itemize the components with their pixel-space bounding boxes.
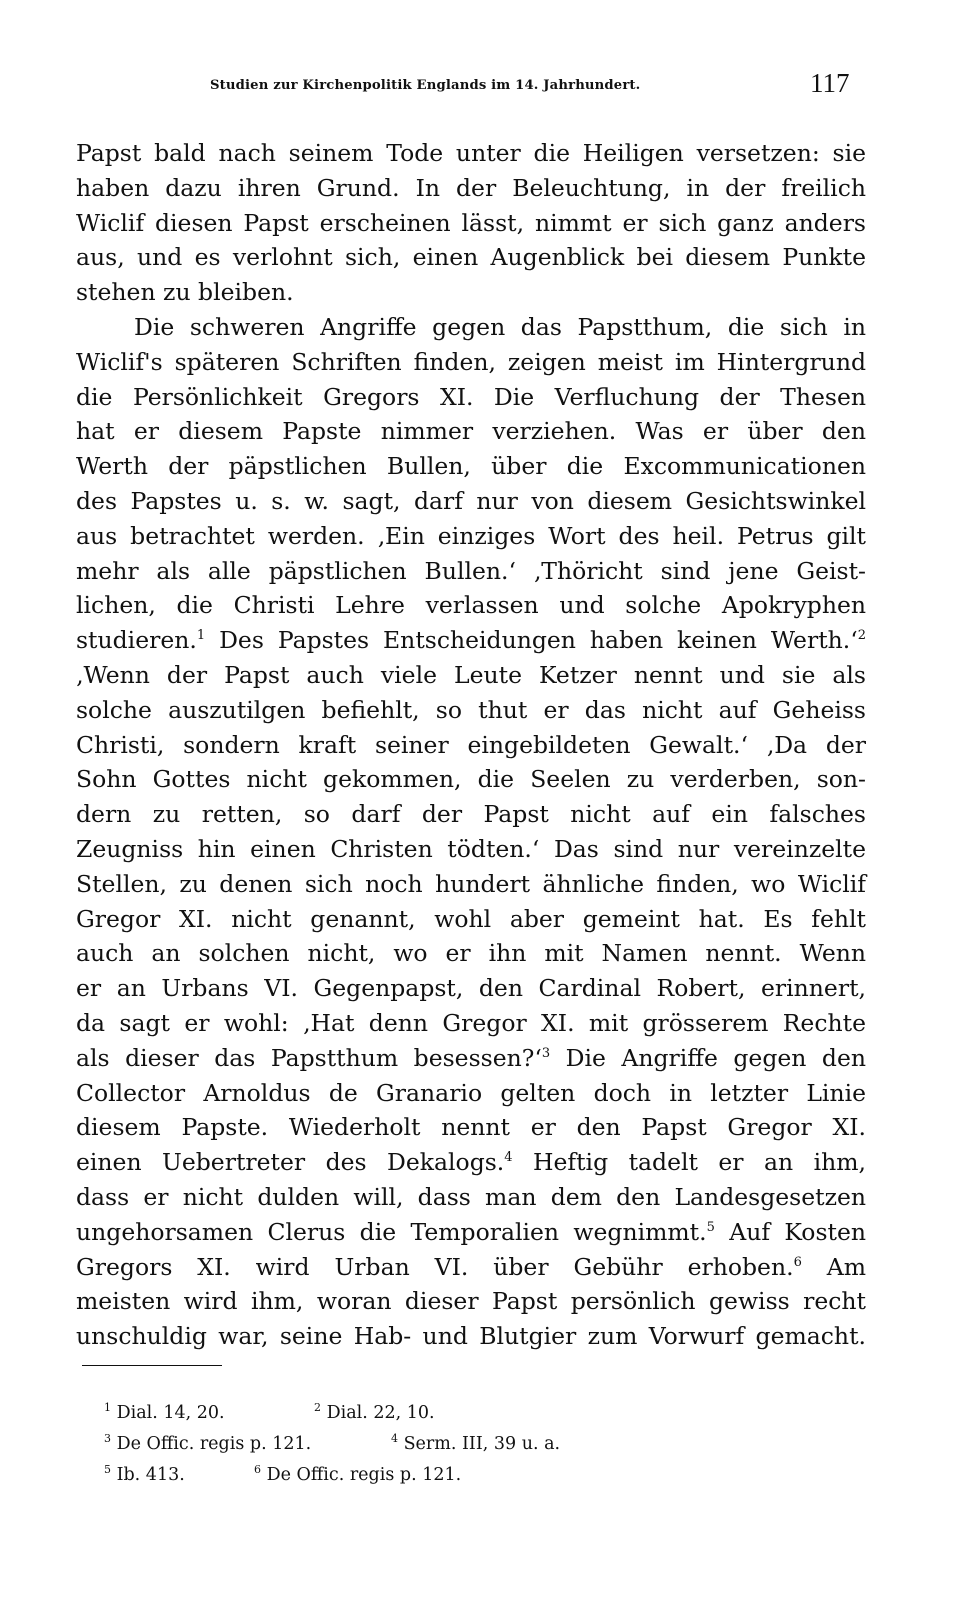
footnote-ref: 4 (504, 1150, 513, 1166)
text-line: Zeugniss hin einen Christen tödten.‘ Das sind nur vereinzelte (76, 834, 866, 863)
text-line: haben dazu ihren Grund. In der Beleuchtung, in der freilich (76, 173, 866, 202)
footnote-row (104, 1460, 744, 1491)
running-head: Studien zur Kirchenpolitik Englands im 14. Jahrhundert. (210, 78, 641, 93)
footnote: $^1$ Dial. 14, 20. (104, 1401, 225, 1423)
text-line: Werth der päpstlichen Bullen, über die Excommunicationen (76, 452, 866, 481)
text-line: mehr als alle päpstlichen Bullen.‘ ‚Thöricht sind jene Geist- (76, 556, 866, 585)
text-line: Christi, sondern kraft seiner eingebildeten Gewalt.‘ ‚Da der (76, 730, 866, 759)
text-line: Stellen, zu denen sich noch hundert ähnliche finden, wo Wiclif (76, 869, 866, 898)
footnote-ref: 1 (196, 628, 206, 644)
text-line: dass er nicht dulden will, dass man dem den Landesgesetzen (76, 1182, 866, 1211)
text-line: lichen, die Christi Lehre verlassen und solche Apokryphen (76, 591, 866, 620)
footnote-ref: 2 (857, 628, 866, 644)
footnote: $^4$ Serm. III, 39 u. a. (391, 1432, 561, 1454)
text-line: Wiclif diesen Papst erscheinen lässt, nimmt er sich ganz anders (76, 208, 866, 237)
body-text (76, 136, 866, 1354)
text-line: ‚Wenn der Papst auch viele Leute Ketzer nennt und sie als (76, 660, 866, 689)
text-line: als dieser das Papstthum besessen?‘$^3$ Die Angriffe gegen den (76, 1043, 866, 1072)
footnote: $^3$ De Offic. regis p. 121. (104, 1432, 312, 1454)
text-line: Collector Arnoldus de Granario gelten doch in letzter Linie (76, 1078, 866, 1107)
text-line: ungehorsamen Clerus die Temporalien wegnimmt.$^5$ Auf Kosten (76, 1217, 866, 1246)
text-line: da sagt er wohl: ‚Hat denn Gregor XI. mit grösserem Rechte (76, 1008, 866, 1037)
text-line: solche auszutilgen befiehlt, so thut er das nicht auf Geheiss (76, 695, 866, 724)
text-line: unschuldig war, seine Hab- und Blutgier zum Vorwurf gemacht. (76, 1322, 866, 1351)
footnote-ref: 3 (541, 1045, 551, 1061)
footnote-divider (82, 1365, 222, 1366)
text-line: studieren.$^1$ Des Papstes Entscheidungen haben keinen Werth.‘$^2$ (76, 626, 866, 655)
text-line: meisten wird ihm, woran dieser Papst persönlich gewiss recht (76, 1287, 866, 1316)
footnote-ref: 6 (793, 1254, 802, 1270)
text-line: diesem Papste. Wiederholt nennt er den Papst Gregor XI. (76, 1113, 866, 1142)
text-line: Gregor XI. nicht genannt, wohl aber gemeint hat. Es fehlt (76, 904, 866, 933)
text-line: Sohn Gottes nicht gekommen, die Seelen zu verderben, son- (76, 765, 866, 794)
text-line: er an Urbans VI. Gegenpapst, den Cardinal Robert, erinnert, (76, 974, 866, 1003)
text-line: hat er diesem Papste nimmer verziehen. Was er über den (76, 417, 866, 446)
footnote: $^2$ Dial. 22, 10. (314, 1401, 435, 1423)
footnote: $^6$ De Offic. regis p. 121. (254, 1463, 462, 1485)
text-line: einen Uebertreter des Dekalogs.$^4$ Heftig tadelt er an ihm, (76, 1148, 866, 1177)
footnote-row (104, 1398, 744, 1429)
page-number: 117 (810, 68, 850, 98)
text-line: stehen zu bleiben. (76, 278, 294, 307)
text-line: Wiclif's späteren Schriften finden, zeigen meist im Hintergrund (76, 347, 866, 376)
text-line: des Papstes u. s. w. sagt, darf nur von diesem Gesichtswinkel (76, 486, 866, 515)
text-line: Gregors XI. wird Urban VI. über Gebühr erhoben.$^6$ Am (76, 1252, 866, 1281)
paragraph-first-line: Die schweren Angriffe gegen das Papstthum, die sich in (134, 312, 866, 341)
text-line: dern zu retten, so darf der Papst nicht auf ein falsches (76, 800, 866, 829)
footnote: $^5$ Ib. 413. (104, 1463, 185, 1485)
text-line: aus, und es verlohnt sich, einen Augenblick bei diesem Punkte (76, 243, 866, 272)
text-line: Papst bald nach seinem Tode unter die Heiligen versetzen: sie (76, 139, 866, 167)
text-line: aus betrachtet werden. ‚Ein einziges Wort des heil. Petrus gilt (76, 521, 866, 550)
footnote-row (104, 1429, 744, 1460)
text-line: auch an solchen nicht, wo er ihn mit Namen nennt. Wenn (76, 939, 866, 968)
footnote-ref: 5 (706, 1219, 715, 1235)
footnotes (104, 1398, 744, 1491)
text-line: die Persönlichkeit Gregors XI. Die Verfluchung der Thesen (76, 382, 866, 411)
